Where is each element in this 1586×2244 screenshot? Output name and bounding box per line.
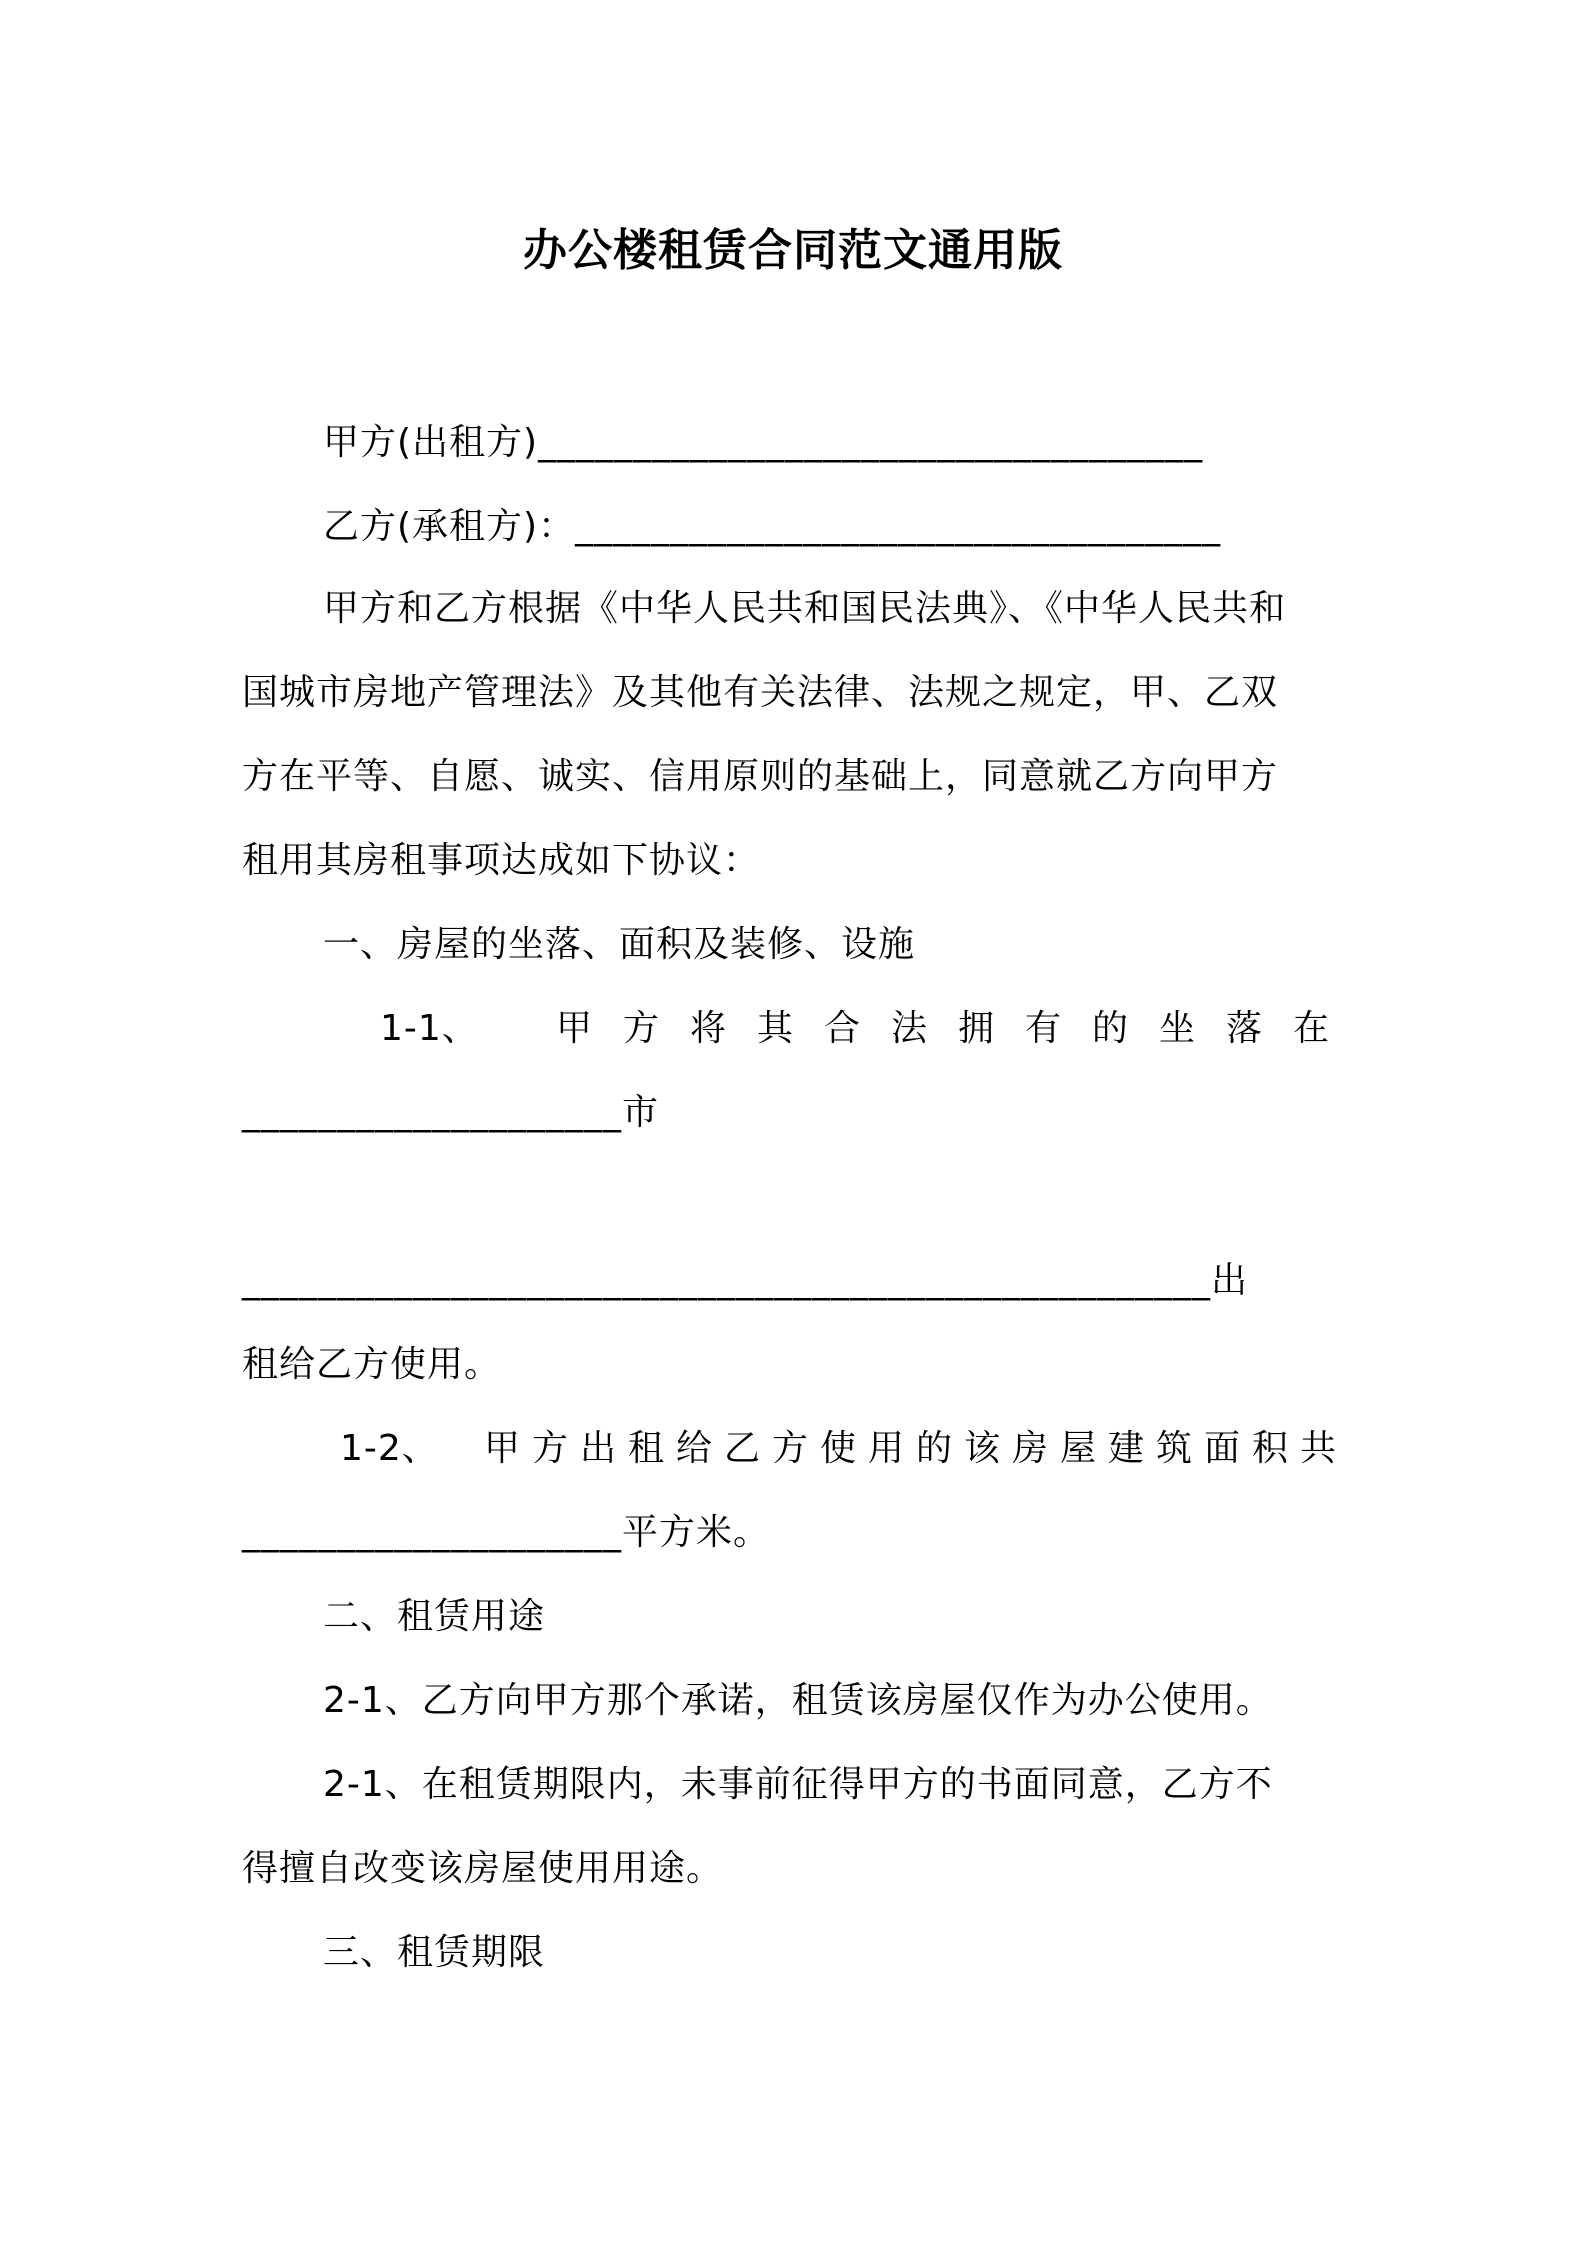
clause-1-2-label: 1-2、 [340, 1428, 439, 1469]
clause-2-1-restriction-line-1: 2-1、在租赁期限内，未事前征得甲方的书面同意，乙方不 [323, 1764, 1273, 1805]
clause-1-1-text: 甲方将其合法拥有的坐落在 [556, 1008, 1361, 1049]
section-3-heading: 三、租赁期限 [323, 1932, 546, 1973]
party-b-line: 乙方(承租方)：__________________________________ [323, 506, 1222, 547]
party-a-line: 甲方(出租方)___________________________________ [323, 422, 1204, 463]
intro-paragraph-line-2: 国城市房地产管理法》及其他有关法律、法规之规定，甲、乙双 [242, 672, 1279, 713]
intro-paragraph-line-4: 租用其房租事项达成如下协议： [242, 840, 761, 881]
clause-1-1-address-blank: ___________________________________________________出 [242, 1260, 1248, 1301]
clause-1-1-city-blank: ____________________市 [242, 1092, 659, 1133]
clause-2-1-commitment: 2-1、乙方向甲方那个承诺，租赁该房屋仅作为办公使用。 [323, 1680, 1273, 1721]
intro-paragraph-line-1: 甲方和乙方根据《中华人民共和国民法典》、《中华人民共和 [323, 588, 1287, 629]
section-1-heading: 一、房屋的坐落、面积及装修、设施 [323, 924, 916, 965]
clause-1-1-end: 租给乙方使用。 [242, 1344, 502, 1385]
document-title: 办公楼租赁合同范文通用版 [523, 225, 1063, 276]
section-2-heading: 二、租赁用途 [323, 1596, 546, 1637]
clause-1-2-area-blank: ____________________平方米。 [242, 1512, 771, 1553]
clause-2-1-restriction-line-2: 得擅自改变该房屋使用用途。 [242, 1848, 724, 1889]
clause-1-2-text: 甲方出租给乙方使用的该房屋建筑面积共 [484, 1428, 1349, 1469]
intro-paragraph-line-3: 方在平等、自愿、诚实、信用原则的基础上，同意就乙方向甲方 [242, 756, 1279, 797]
clause-1-1-label: 1-1、 [380, 1008, 479, 1049]
